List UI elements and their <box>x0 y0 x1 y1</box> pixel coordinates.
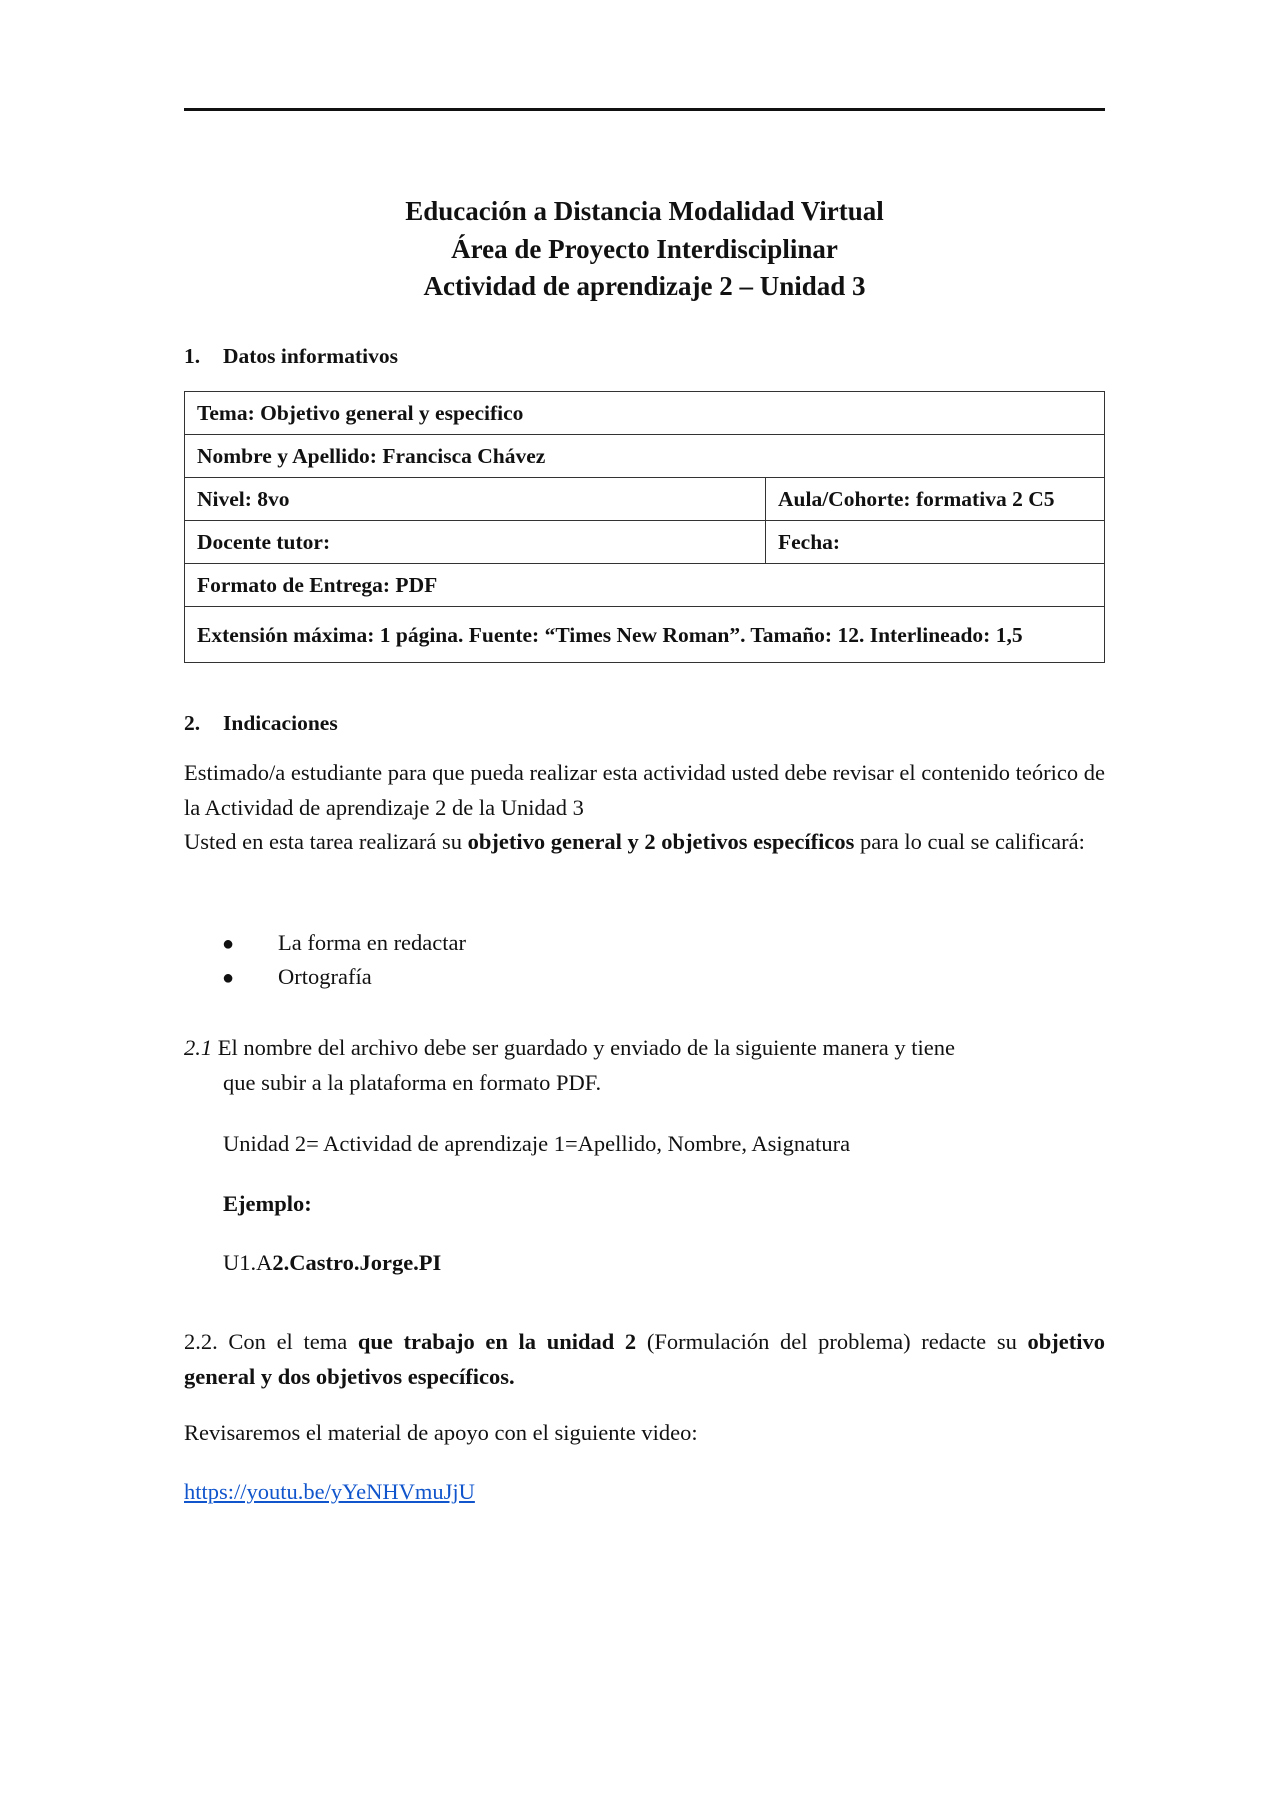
info-table <box>184 391 1105 663</box>
section-title: Indicaciones <box>223 711 338 735</box>
subsection-2-1 <box>184 1031 1105 1100</box>
bold-text: que trabajo en la unidad 2 <box>357 1329 637 1354</box>
bold-text: 2.Castro.Jorge.PI <box>272 1250 442 1275</box>
cell-nivel: Nivel: 8vo <box>185 478 766 521</box>
bold-text: objetivo general y dos objetivos específicos. <box>184 1329 1105 1389</box>
document-title <box>184 193 1105 306</box>
intro-paragraph: Estimado/a estudiante para que pueda realizar esta actividad usted debe revisar el contenido teórico de la Actividad de aprendizaje 2 de la Unidad 3 <box>184 760 1105 820</box>
example-filename <box>223 1250 441 1276</box>
bullet-text: La forma en redactar <box>278 930 466 955</box>
video-link-line <box>184 1475 1105 1510</box>
video-intro: Revisaremos el material de apoyo con el siguiente video: <box>184 1420 698 1445</box>
text: para lo cual se calificará: <box>854 829 1085 854</box>
text: Usted en esta tarea realizará su <box>184 829 468 854</box>
bullet-item <box>222 964 372 990</box>
cell-nombre: Nombre y Apellido: Francisca Chávez <box>185 435 1105 478</box>
cell-aula: Aula/Cohorte: formativa 2 C5 <box>766 478 1105 521</box>
task-paragraph <box>184 825 1105 860</box>
cell-extension: Extensión máxima: 1 página. Fuente: “Times New Roman”. Tamaño: 12. Interlineado: 1,5 <box>185 607 1105 663</box>
subsection-number: 2.1 <box>184 1035 213 1060</box>
text: El nombre del archivo debe ser guardado y enviado de la siguiente manera y tiene <box>217 1035 955 1060</box>
section-2-heading <box>184 711 338 736</box>
bullet-item <box>222 930 466 956</box>
title-line-1: Educación a Distancia Modalidad Virtual <box>405 196 884 226</box>
cell-docente: Docente tutor: <box>185 521 766 564</box>
text: que subir a la plataforma en formato PDF. <box>223 1069 602 1095</box>
section-1-heading <box>184 344 398 369</box>
text: U1.A <box>223 1250 273 1275</box>
format-line: Unidad 2= Actividad de aprendizaje 1=Apellido, Nombre, Asignatura <box>223 1131 851 1156</box>
example-label: Ejemplo: <box>223 1191 312 1216</box>
header-rule <box>184 108 1105 111</box>
bullet-icon: ● <box>222 967 235 989</box>
title-line-3: Actividad de aprendizaje 2 – Unidad 3 <box>423 271 866 301</box>
text: 2.2. Con el tema <box>184 1329 358 1354</box>
section-number: 2. <box>184 711 201 735</box>
text: (Formulación del problema) redacte su <box>636 1329 1028 1354</box>
video-link[interactable]: https://youtu.be/yYeNHVmuJjU <box>184 1479 475 1504</box>
bullet-icon: ● <box>222 933 235 955</box>
cell-tema: Tema: Objetivo general y especifico <box>185 392 1105 435</box>
cell-fecha: Fecha: <box>766 521 1105 564</box>
title-line-2: Área de Proyecto Interdisciplinar <box>451 233 838 264</box>
subsection-2-2 <box>184 1325 1105 1394</box>
section-number: 1. <box>184 344 201 368</box>
bullet-text: Ortografía <box>278 964 372 989</box>
section-title: Datos informativos <box>223 344 398 368</box>
bold-text: objetivo general y 2 objetivos específicos <box>467 829 855 854</box>
cell-formato: Formato de Entrega: PDF <box>185 564 1105 607</box>
